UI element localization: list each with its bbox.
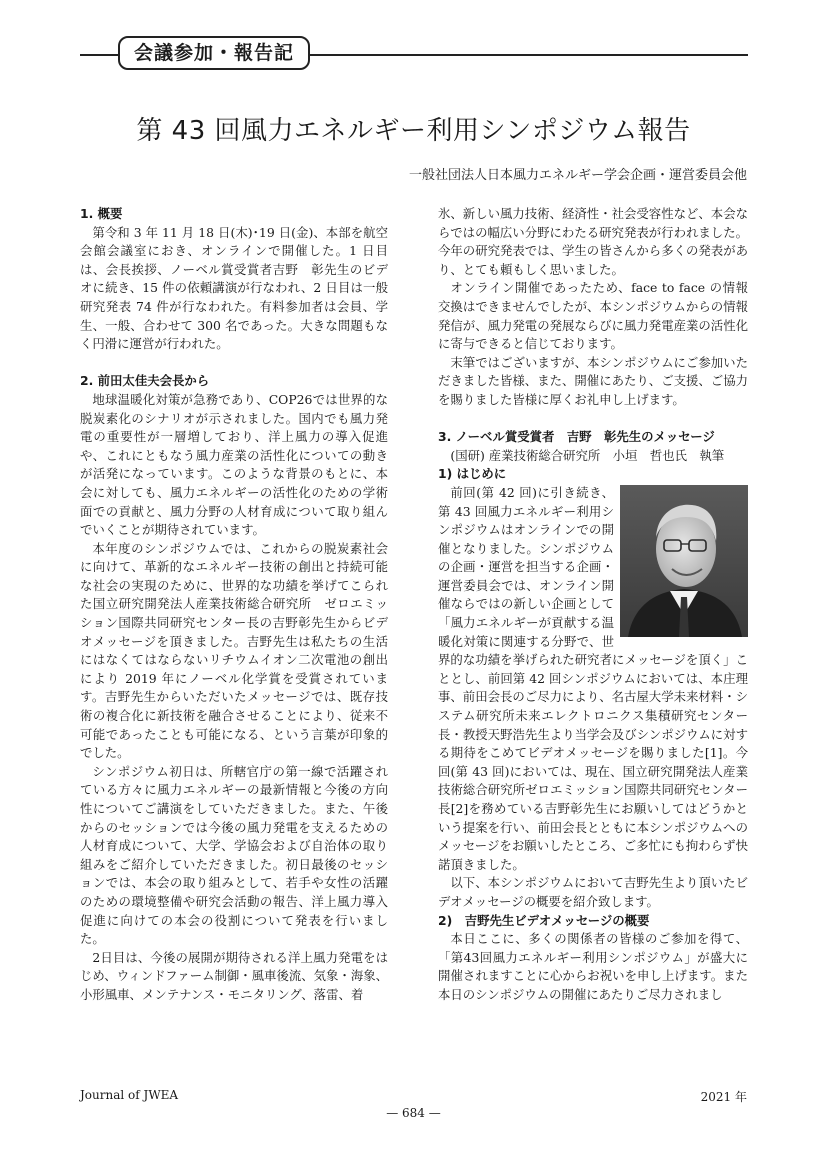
left-column [80, 205, 388, 1005]
subsection-1-heading: 1) はじめに [438, 466, 507, 482]
section-2-heading: 2. 前田太佳夫会長から [80, 373, 210, 389]
author-credit: (国研) 産業技術総合研究所 小垣 哲也氏 執筆 [450, 447, 725, 463]
section-1-heading: 1. 概要 [80, 206, 123, 221]
subsection-2-paragraph: 本日ここに、多くの関係者の皆様のご参加を得て、「第43回風力エネルギー利用シンポジウム」が盛大に開催されますことに心からお祝いを申し上げます。また本日のシンポジウムの開催にあたりご尽力されまし [438, 931, 748, 1002]
subsection-1-paragraph-1: 前回(第 42 回)に引き続き、第 43 回風力エネルギー利用シンポジウムはオンラインでの開催となりました。シンポジウムの企画・運営を担当する企画・運営委員会では、オンライン開催ならではの新しい企画として「風力エネルギーが貢献する温暖化対策に関連する分野で、世界的な功績を挙げられた研究者にメッセージを頂く」こととし、前回第 42 回シンポジウムにおいては、本庄理事、前田会長のご尽力により、名古屋大学未来材料・システム研究所未来エレクトロニクス集積研究センター長・教授天野浩先生より当学会及びシンポジウムに対する期待をこめてビデオメッセージを賜りました[1]。今回(第 43 回)においては、現在、国立研究開発法人産業技術総合研究所ゼロエミッション国際共同研究センター長[2]を務めている吉野彰先生にお願いしてはどうかという提案を行い、前田会長とともに本シンポジウムへのメッセージをお願いしたところ、ご多忙にも拘わらず快諾頂きました。 [438, 484, 748, 872]
section-tag: 会議参加・報告記 [118, 36, 310, 70]
section-3-heading: 3. ノーベル賞受賞者 吉野 彰先生のメッセージ [438, 429, 715, 445]
section-2-paragraph-3: シンポジウム初日は、所轄官庁の第一線で活躍されている方々に風力エネルギーの最新情報と今後の方向性についてご講演をしていただきました。また、午後からのセッションでは今後の風力発電を支えるための人材育成について、大学、学協会および自治体の取り組みをご紹介していただきました。初日最後のセッションでは、本会の取り組みとして、若手や女性の活躍のための環境整備や研究会活動の報告、洋上風力導入促進に向けての本会の役割について発表を行いました。 [80, 763, 388, 947]
journal-year: 2021 年 [700, 1090, 747, 1104]
portrait-image [620, 485, 748, 637]
section-2-paragraph-2: 本年度のシンポジウムでは、これからの脱炭素社会に向けて、革新的なエネルギー技術の創出と持続可能な社会の実現のために、世界的な功績を挙げてこられた国立研究開発法人産業技術総合研究所 ゼロエミッション国際共同研究センター長の吉野彰先生からビデオメッセージを頂きました。吉野先生は私たちの生活にはなくてはならないリチウムイオン二次電池の創出により 2019 年にノーベル化学賞を受賞されています。吉野先生からいただいたメッセージでは、既存技術の複合化に新技術を融合させることにより、従来不可能であったことも可能になる、という言葉が印象的でした。 [80, 540, 388, 761]
byline: 一般社団法人日本風力エネルギー学会企画・運営委員会他 [408, 168, 747, 183]
thanks-paragraph: 末筆ではございますが、本シンポジウムにご参加いただきました皆様、また、開催にあたり、ご支援、ご協力を賜りました皆様に厚くお礼申し上げます。 [438, 354, 748, 407]
page-number: — 684 — [386, 1106, 441, 1120]
continued-paragraph: 氷、新しい風力技術、経済性・社会受容性など、本会ならではの幅広い分野にわたる研究発表が行われました。今年の研究発表では、学生の皆さんから多くの発表があり、とても頼もしく思いました。 [438, 206, 748, 277]
section-2-paragraph-4: 2日目は、今後の展開が期待される洋上風力発電をはじめ、ウィンドファーム制御・風車後流、気象・海象、小形風車、メンテナンス・モニタリング、落雷、着 [80, 949, 388, 1002]
journal-name: Journal of JWEA [80, 1088, 179, 1102]
header-rule-left [80, 54, 120, 56]
section-1-paragraph: 第令和 3 年 11 月 18 日(木)･19 日(金)、本部を航空会館会議室におき、オンラインで開催した。1 日目は、会長挨拶、ノーベル賞受賞者吉野 彰先生のビデオに続き、15 件の依頼講演が行なわれ、2 日目は一般研究発表 74 件が行なわれた。有料参加者は会員、学生、一般、合わせて 300 名であった。大きな問題もなく円滑に運営が行われた。 [80, 224, 388, 352]
online-paragraph: オンライン開催であったため、face to face の情報交換はできませんでしたが、本シンポジウムからの情報発信が、風力発電の発展ならびに風力発電産業の活性化に寄与できると信じております。 [438, 280, 748, 352]
section-2-paragraph-1: 地球温暖化対策が急務であり、COP26では世界的な脱炭素化のシナリオが示されました。国内でも風力発電の重要性が一層増しており、洋上風力の導入促進や、これにともなう風力産業の活性化についての動きが活発になっています。このような背景のもとに、本会に対しても、風力エネルギーの活性化のための学術面での貢献と、風力分野の人材育成について取り組んでいくことが期待されています。 [80, 391, 388, 538]
subsection-2-heading: 2) 吉野先生ビデオメッセージの概要 [438, 912, 650, 928]
header-rule-right [310, 54, 748, 56]
portrait-photo [620, 485, 748, 637]
right-column [438, 205, 748, 1005]
subsection-1-paragraph-2: 以下、本シンポジウムにおいて吉野先生より頂いたビデオメッセージの概要を紹介致します。 [438, 875, 748, 909]
article-title: 第 43 回風力エネルギー利用シンポジウム報告 [136, 116, 691, 146]
